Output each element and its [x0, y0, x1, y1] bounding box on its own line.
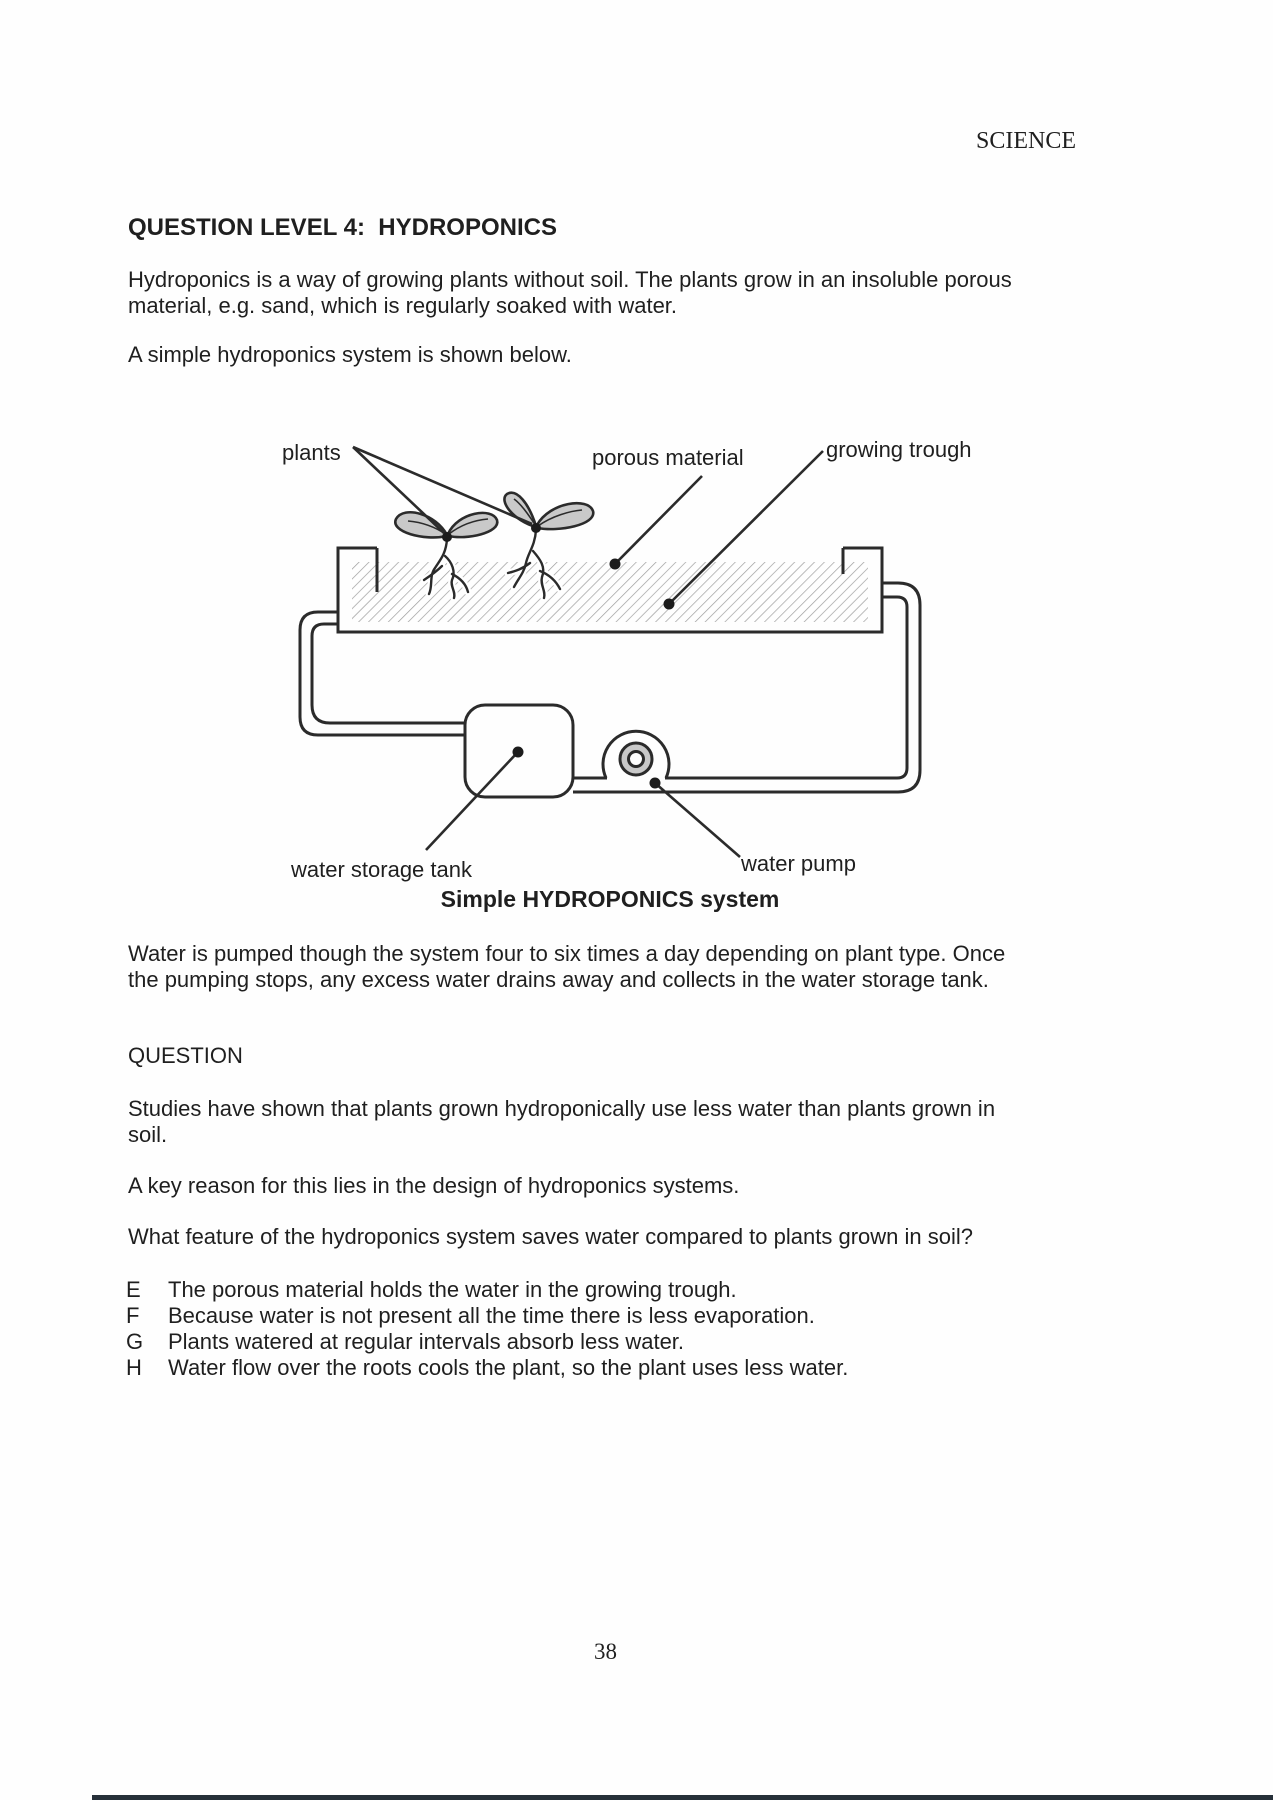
- option-letter-H: H: [126, 1355, 142, 1380]
- option-letter-F: F: [126, 1303, 140, 1328]
- question-text: What feature of the hydroponics system saves water compared to plants grown in soil?: [128, 1224, 973, 1249]
- body-paragraph-line: the pumping stops, any excess water drains away and collects in the water storage tank.: [128, 967, 989, 992]
- label-water-storage-tank: water storage tank: [291, 857, 472, 882]
- scan-edge-bar: [92, 1795, 1273, 1800]
- growing-trough-dot: [664, 599, 675, 610]
- intro-paragraph: A simple hydroponics system is shown below.: [128, 342, 572, 367]
- question-heading: QUESTION: [128, 1043, 243, 1068]
- body-paragraph-line: Studies have shown that plants grown hydroponically use less water than plants grown in: [128, 1096, 996, 1121]
- page-title: QUESTION LEVEL 4: HYDROPONICS: [128, 214, 557, 241]
- pipe-left: [300, 612, 465, 735]
- page-number: 38: [594, 1639, 617, 1664]
- option-text-G: Plants watered at regular intervals absorb less water.: [168, 1329, 685, 1354]
- water-pump-shape: [620, 743, 652, 775]
- option-text-F: Because water is not present all the time there is less evaporation.: [168, 1303, 815, 1328]
- water-tank-dot: [513, 747, 524, 758]
- label-plants: plants: [282, 440, 341, 465]
- option-text-E: The porous material holds the water in the growing trough.: [168, 1277, 737, 1302]
- body-paragraph-line: soil.: [128, 1122, 168, 1147]
- plant-base-dot: [531, 523, 541, 533]
- label-growing-trough: growing trough: [826, 437, 972, 462]
- header-right: SCIENCE: [976, 128, 1077, 154]
- intro-paragraph-line: material, e.g. sand, which is regularly soaked with water.: [128, 293, 678, 318]
- water-pump-leader: [655, 783, 740, 857]
- intro-paragraph-line: Hydroponics is a way of growing plants without soil. The plants grow in an insoluble porous: [128, 267, 1012, 292]
- option-text-H: Water flow over the roots cools the plant, so the plant uses less water.: [168, 1355, 849, 1380]
- porous-material-dot: [610, 559, 621, 570]
- body-paragraph: A key reason for this lies in the design of hydroponics systems.: [128, 1173, 740, 1198]
- label-water-pump: water pump: [741, 851, 856, 876]
- porous-material-leader: [615, 476, 702, 564]
- option-letter-E: E: [126, 1277, 141, 1302]
- diagram-caption: Simple HYDROPONICS system: [440, 886, 780, 912]
- body-paragraph-line: Water is pumped though the system four to six times a day depending on plant type. Once: [128, 941, 1006, 966]
- label-porous-material: porous material: [592, 445, 744, 470]
- plants-leader-2: [353, 447, 532, 524]
- water-pump-dot: [650, 778, 661, 789]
- option-letter-G: G: [126, 1329, 144, 1354]
